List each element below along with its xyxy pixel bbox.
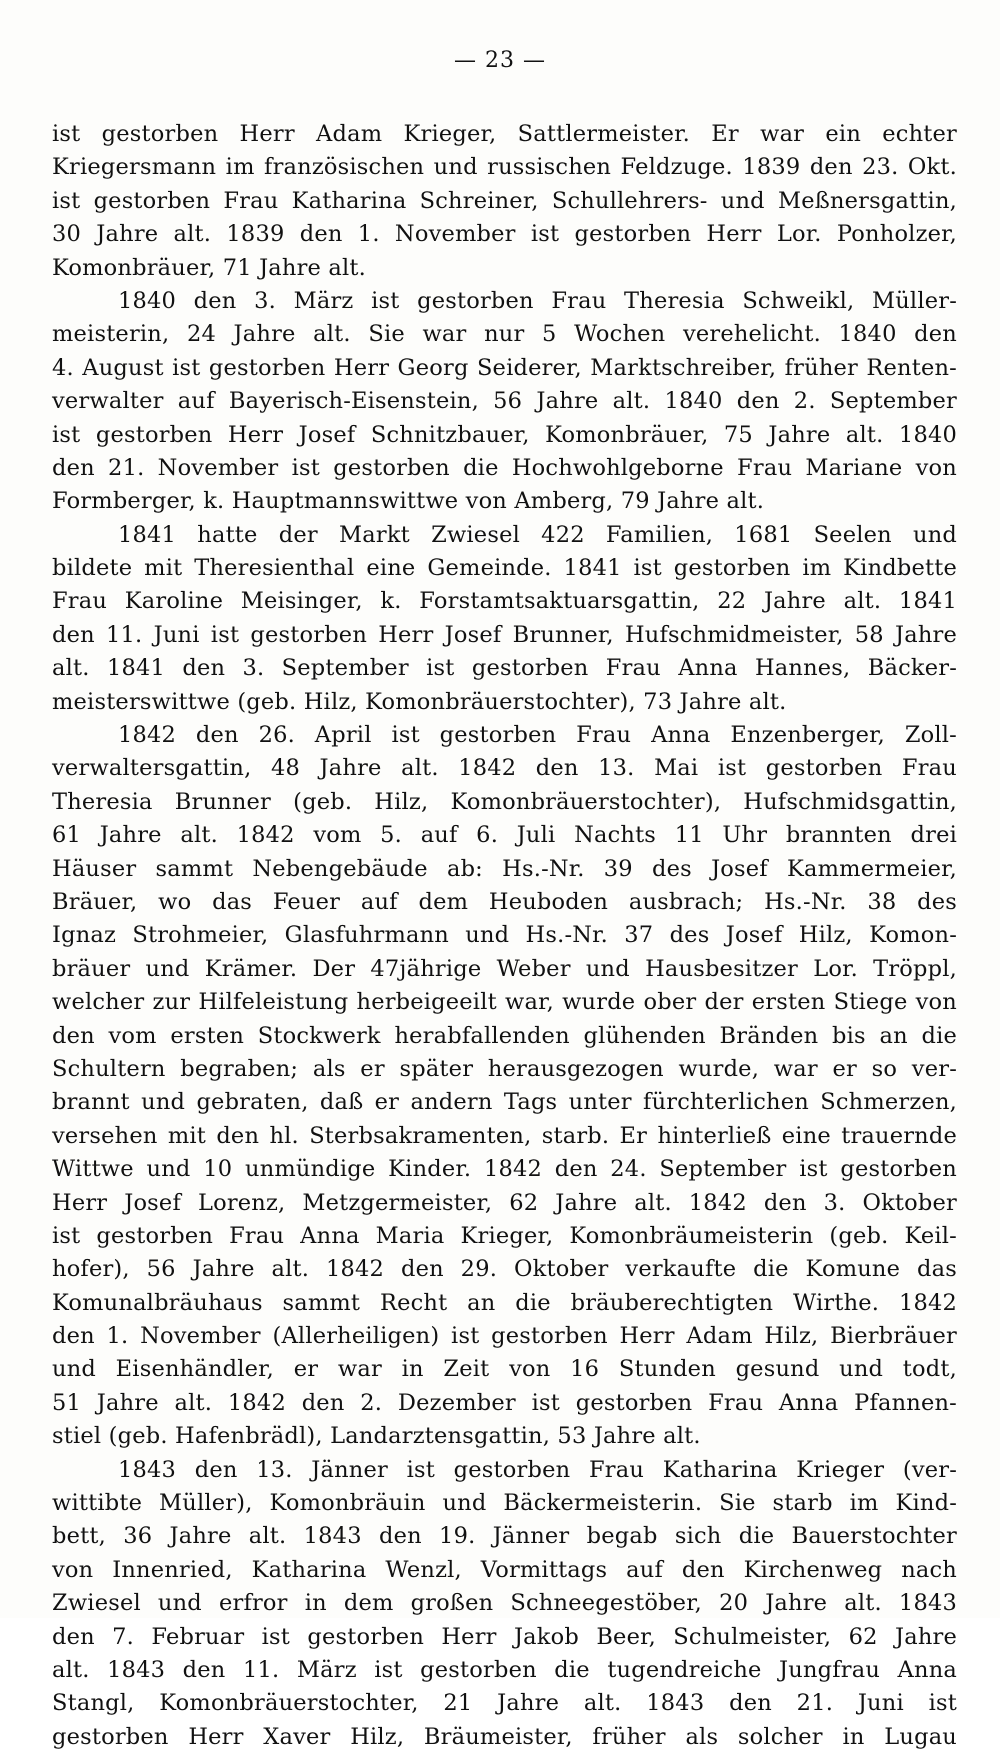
text-line: von Innenried, Katharina Wenzl, Vormittags auf den Kirchenweg nach xyxy=(52,1556,957,1583)
text-line: versehen mit den hl. Sterbsakramenten, starb. Er hinterließ eine trauernde xyxy=(52,1122,957,1149)
text-line: den 7. Februar ist gestorben Herr Jakob Beer, Schulmeister, 62 Jahre xyxy=(52,1623,957,1650)
text-line: Ignaz Strohmeier, Glasfuhrmann und Hs.-Nr. 37 des Josef Hilz, Komon- xyxy=(52,922,957,949)
text-line: 61 Jahre alt. 1842 vom 5. auf 6. Juli Nachts 11 Uhr brannten drei xyxy=(52,822,957,849)
text-line: verwaltersgattin, 48 Jahre alt. 1842 den 13. Mai ist gestorben Frau xyxy=(52,755,957,782)
text-line: ist gestorben Frau Anna Maria Krieger, Komonbräumeisterin (geb. Keil- xyxy=(52,1222,957,1249)
text-line: Stangl, Komonbräuerstochter, 21 Jahre alt. 1843 den 21. Juni ist xyxy=(52,1690,957,1717)
text-line: bräuer und Krämer. Der 47jährige Weber und Hausbesitzer Lor. Tröppl, xyxy=(52,955,957,982)
text-line: Formberger, k. Hauptmannswittwe von Amberg, 79 Jahre alt. xyxy=(52,488,765,515)
text-line: und Eisenhändler, er war in Zeit von 16 Stunden gesund und todt, xyxy=(52,1356,957,1383)
text-line: hofer), 56 Jahre alt. 1842 den 29. Oktober verkaufte die Komune das xyxy=(52,1256,957,1283)
text-line: bildete mit Theresienthal eine Gemeinde. 1841 ist gestorben im Kindbette xyxy=(52,555,957,582)
text-line: brannt und gebraten, daß er andern Tags unter fürchterlichen Schmerzen, xyxy=(52,1089,957,1116)
text-line: 1843 den 13. Jänner ist gestorben Frau Katharina Krieger (ver- xyxy=(118,1456,957,1483)
text-line: Häuser sammt Nebengebäude ab: Hs.-Nr. 39 des Josef Kammermeier, xyxy=(52,855,957,882)
text-line: Theresia Brunner (geb. Hilz, Komonbräuerstochter), Hufschmidsgattin, xyxy=(52,788,957,815)
text-line: 1841 hatte der Markt Zwiesel 422 Familien, 1681 Seelen und xyxy=(118,521,957,548)
text-line: alt. 1841 den 3. September ist gestorben Frau Anna Hannes, Bäcker- xyxy=(52,655,957,682)
text-line: 4. August ist gestorben Herr Georg Seiderer, Marktschreiber, früher Renten- xyxy=(52,354,957,381)
text-line: Wittwe und 10 unmündige Kinder. 1842 den 24. September ist gestorben xyxy=(52,1156,957,1183)
text-line: wittibte Müller), Komonbräuin und Bäckermeisterin. Sie starb im Kind- xyxy=(52,1490,957,1517)
text-line: Zwiesel und erfror in dem großen Schneegestöber, 20 Jahre alt. 1843 xyxy=(52,1590,957,1617)
text-line: bett, 36 Jahre alt. 1843 den 19. Jänner begab sich die Bauerstochter xyxy=(52,1523,957,1550)
text-line: Schultern begraben; als er später herausgezogen wurde, war er so ver- xyxy=(52,1055,957,1082)
text-line: ist gestorben Herr Josef Schnitzbauer, Komonbräuer, 75 Jahre alt. 1840 xyxy=(52,421,957,448)
text-line: welcher zur Hilfeleistung herbeigeeilt war, wurde ober der ersten Stiege von xyxy=(52,989,957,1016)
text-line: 51 Jahre alt. 1842 den 2. Dezember ist gestorben Frau Anna Pfannen- xyxy=(52,1389,957,1416)
text-line: Frau Karoline Meisinger, k. Forstamtsaktuarsgattin, 22 Jahre alt. 1841 xyxy=(52,588,957,615)
text-line: 1842 den 26. April ist gestorben Frau Anna Enzenberger, Zoll- xyxy=(118,722,957,749)
text-line: alt. 1843 den 11. März ist gestorben die tugendreiche Jungfrau Anna xyxy=(52,1656,957,1683)
text-line: gestorben Herr Xaver Hilz, Bräumeister, früher als solcher in Lugau xyxy=(52,1723,957,1750)
text-line: Bräuer, wo das Feuer auf dem Heuboden ausbrach; Hs.-Nr. 38 des xyxy=(52,888,957,915)
text-line: verwalter auf Bayerisch-Eisenstein, 56 Jahre alt. 1840 den 2. September xyxy=(52,388,957,415)
text-line: den 11. Juni ist gestorben Herr Josef Brunner, Hufschmidmeister, 58 Jahre xyxy=(52,621,957,648)
text-line: ist gestorben Herr Adam Krieger, Sattlermeister. Er war ein echter xyxy=(52,121,957,147)
text-line: ist gestorben Frau Katharina Schreiner, Schullehrers- und Meßnersgattin, xyxy=(52,187,957,214)
text-line: den vom ersten Stockwerk herabfallenden glühenden Bränden bis an die xyxy=(52,1022,957,1049)
text-line: stiel (geb. Hafenbrädl), Landarztensgattin, 53 Jahre alt. xyxy=(52,1423,701,1450)
text-line: Kriegersmann im französischen und russischen Feldzuge. 1839 den 23. Okt. xyxy=(52,154,957,181)
text-line: 1840 den 3. März ist gestorben Frau Theresia Schweikl, Müller- xyxy=(118,287,957,314)
text-line: meisterswittwe (geb. Hilz, Komonbräuerstochter), 73 Jahre alt. xyxy=(52,688,787,715)
page-body-text xyxy=(52,118,957,1754)
text-line: den 1. November (Allerheiligen) ist gestorben Herr Adam Hilz, Bierbräuer xyxy=(52,1323,957,1350)
page-number-header: — 23 — xyxy=(454,48,546,73)
text-line: Komonbräuer, 71 Jahre alt. xyxy=(52,254,367,281)
text-line: den 21. November ist gestorben die Hochwohlgeborne Frau Mariane von xyxy=(52,454,957,481)
text-line: Herr Josef Lorenz, Metzgermeister, 62 Jahre alt. 1842 den 3. Oktober xyxy=(52,1189,957,1216)
text-line: 30 Jahre alt. 1839 den 1. November ist gestorben Herr Lor. Ponholzer, xyxy=(52,221,957,248)
text-line: Komunalbräuhaus sammt Recht an die bräuberechtigten Wirthe. 1842 xyxy=(52,1289,957,1316)
text-line: meisterin, 24 Jahre alt. Sie war nur 5 Wochen verehelicht. 1840 den xyxy=(52,321,957,348)
